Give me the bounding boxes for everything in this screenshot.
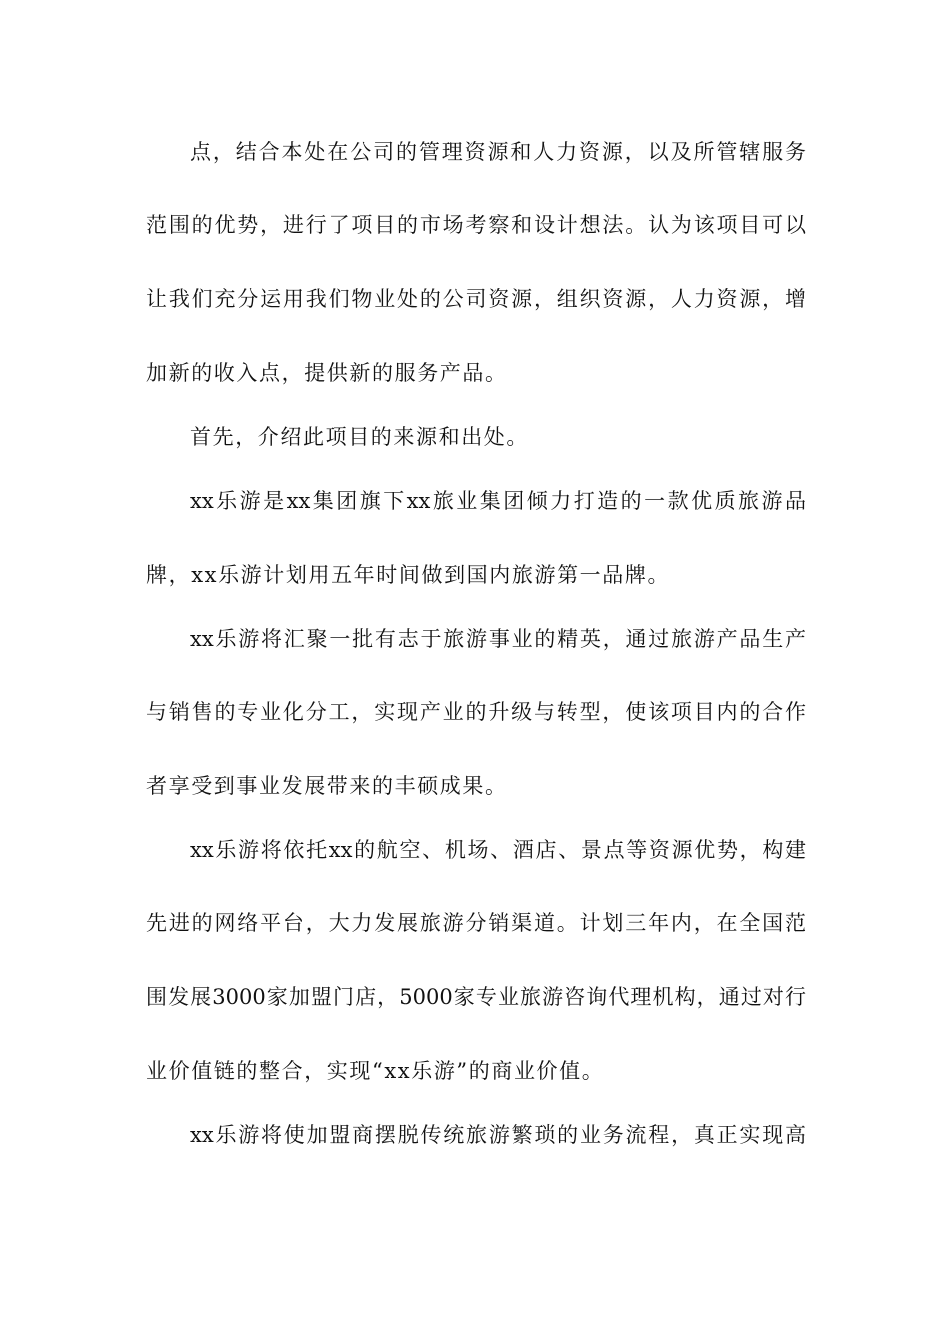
paragraph-line: 加新的收入点，提供新的服务产品。 bbox=[146, 361, 508, 385]
paragraph-line: xx乐游将汇聚一批有志于旅游事业的精英，通过旅游产品生产 bbox=[190, 627, 806, 651]
paragraph-line: 围发展3000家加盟门店，5000家专业旅游咨询代理机构，通过对行 bbox=[146, 985, 806, 1009]
paragraph-line: 者享受到事业发展带来的丰硕成果。 bbox=[146, 774, 508, 798]
paragraph-line: 业价值链的整合，实现“xx乐游”的商业价值。 bbox=[146, 1059, 605, 1083]
paragraph-line: 范围的优势，进行了项目的市场考察和设计想法。认为该项目可以 bbox=[146, 213, 806, 237]
paragraph-line: 与销售的专业化分工，实现产业的升级与转型，使该项目内的合作 bbox=[146, 700, 806, 724]
paragraph-line: 点，结合本处在公司的管理资源和人力资源，以及所管辖服务 bbox=[190, 140, 806, 164]
paragraph-line: 让我们充分运用我们物业处的公司资源，组织资源，人力资源，增 bbox=[146, 287, 806, 311]
paragraph-line: 先进的网络平台，大力发展旅游分销渠道。计划三年内，在全国范 bbox=[146, 911, 806, 935]
paragraph-line: xx乐游是xx集团旗下xx旅业集团倾力打造的一款优质旅游品 bbox=[190, 489, 806, 513]
paragraph-line: 牌，xx乐游计划用五年时间做到国内旅游第一品牌。 bbox=[146, 563, 671, 587]
paragraph-line: xx乐游将依托xx的航空、机场、酒店、景点等资源优势，构建 bbox=[190, 838, 806, 862]
paragraph-line: 首先，介绍此项目的来源和出处。 bbox=[190, 425, 529, 449]
paragraph-line: xx乐游将使加盟商摆脱传统旅游繁琐的业务流程，真正实现高 bbox=[190, 1123, 806, 1147]
